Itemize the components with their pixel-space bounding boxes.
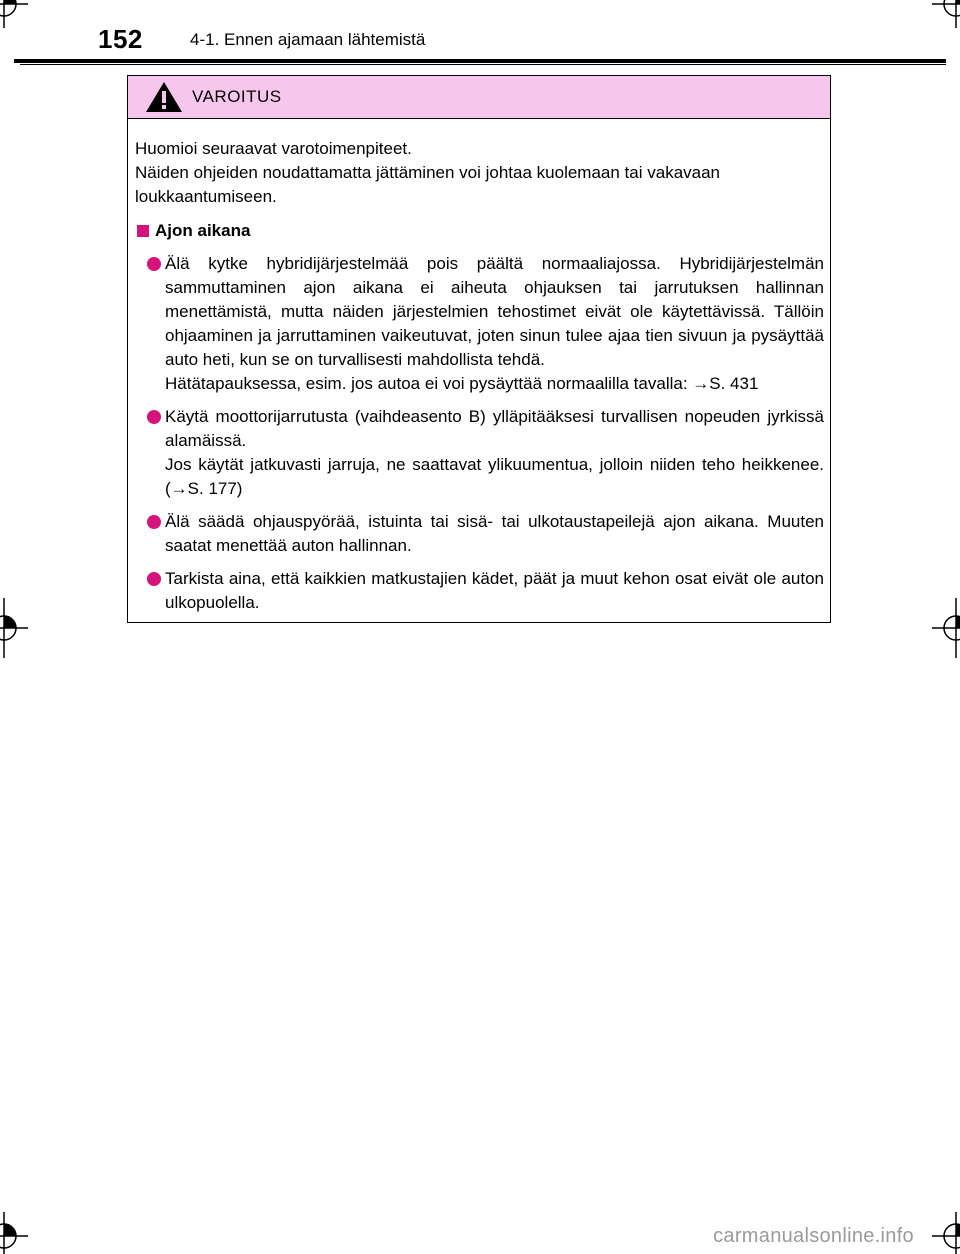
list-item — [135, 510, 824, 558]
intro-line: Näiden ohjeiden noudattamatta jättäminen voi johtaa kuolemaan tai vakavaan loukkaantumiseen. — [135, 163, 721, 206]
round-bullet-icon — [147, 572, 161, 586]
page-number: 152 — [98, 24, 143, 54]
crop-mark-icon — [914, 0, 960, 46]
warning-header — [128, 76, 830, 119]
paragraph: Tarkista aina, että kaikkien matkustajien kädet, päät ja muut kehon osat eivät ole auton ulkopuolella. — [165, 569, 824, 612]
round-bullet-icon — [147, 410, 161, 424]
subheading — [135, 219, 824, 243]
crop-mark-icon — [914, 598, 960, 658]
paragraph: Käytä moottorijarrutusta (vaihdeasento B) ylläpitääksesi turvallisen nopeuden jyrkissä alamäissä. — [165, 407, 824, 450]
header-rule — [14, 59, 946, 63]
square-bullet-icon — [137, 225, 149, 237]
warning-body — [128, 119, 830, 615]
warning-box — [127, 75, 831, 623]
paragraph: Älä säädä ohjauspyörää, istuinta tai sisä- tai ulkotaustapeilejä ajon aikana. Muuten saatat menettää auton hallinnan. — [165, 512, 824, 555]
footer-watermark: carmanualsonline.info — [713, 1225, 914, 1247]
crop-mark-icon — [0, 0, 46, 46]
list-item-text — [165, 252, 824, 396]
list-item — [135, 405, 824, 501]
crop-mark-icon — [0, 1194, 46, 1254]
paragraph: Älä kytke hybridijärjestelmää pois päältä normaaliajossa. Hybridijärjestelmän sammuttaminen ajon aikana ei aiheuta ohjauksen tai jarrutuksen hallinnan menettämistä, mutta näiden järjestelmien tehostimet eivät ole käytettävissä. Tällöin ohjaaminen ja jarruttaminen vaikeutuvat, joten sinun tulee ajaa tien sivuun ja pysäyttää auto heti, kun se on turvallisesti mahdollista tehdä. — [165, 254, 824, 369]
crop-mark-icon — [0, 598, 46, 658]
paragraph: Jos käytät jatkuvasti jarruja, ne saattavat ylikuumentua, jolloin niiden teho heikkenee. (→S. 177) — [165, 455, 824, 498]
list-item — [135, 252, 824, 396]
round-bullet-icon — [147, 257, 161, 271]
section-title: 4-1. Ennen ajamaan lähtemistä — [190, 30, 426, 49]
list-item-text — [165, 510, 824, 558]
list-item — [135, 567, 824, 615]
warning-intro — [135, 137, 824, 209]
intro-line: Huomioi seuraavat varotoimenpiteet. — [135, 139, 412, 158]
list-item-text — [165, 405, 824, 501]
warning-label: VAROITUS — [192, 87, 282, 106]
header-rule-thin — [20, 64, 946, 65]
paragraph: Hätätapauksessa, esim. jos autoa ei voi pysäyttää normaalilla tavalla: →S. 431 — [165, 374, 759, 393]
list-item-text — [165, 567, 824, 615]
warning-triangle-icon — [144, 80, 184, 114]
crop-mark-icon — [914, 1194, 960, 1254]
round-bullet-icon — [147, 515, 161, 529]
subheading-text: Ajon aikana — [155, 221, 251, 240]
